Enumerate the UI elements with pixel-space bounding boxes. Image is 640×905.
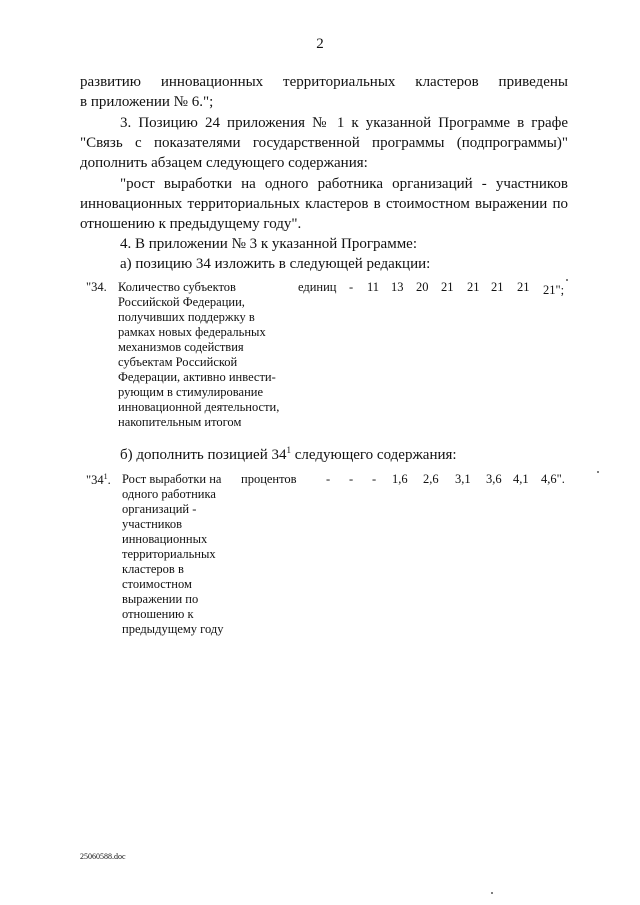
row-34-1-value: - <box>372 472 377 486</box>
row-34-1-value: 4,6". <box>541 472 565 486</box>
desc-line: рующим в стимулирование <box>118 385 264 399</box>
paragraph-1-line-1 <box>80 72 568 92</box>
row-34-value: 11 <box>367 280 380 294</box>
scan-speck <box>597 471 599 473</box>
desc-line: инновационных <box>122 532 208 546</box>
desc-line: Российской Федерации, <box>118 295 245 309</box>
desc-line: кластеров в <box>122 562 184 576</box>
row-34-value: 13 <box>391 280 404 294</box>
row-34-value: 21"; <box>543 283 565 297</box>
quote-line-1: "рост выработки на одного работника организаций - участников <box>120 176 568 192</box>
desc-line: получивших поддержку в <box>118 310 255 324</box>
row-34-description <box>118 280 293 430</box>
row-34-value: 21 <box>491 280 504 294</box>
scan-speck <box>566 279 568 281</box>
row-34-1-value: - <box>326 472 331 486</box>
word: приведены <box>498 74 568 90</box>
desc-line: предыдущему году <box>122 622 224 636</box>
row-34-1-unit: процентов <box>241 472 297 486</box>
row-34-value: 21 <box>441 280 454 294</box>
desc-line: одного работника <box>122 487 216 501</box>
paragraph-2-line-3: дополнить абзацем следующего содержания: <box>80 155 368 171</box>
desc-line: накопительным итогом <box>118 415 242 429</box>
file-name: 25060588.doc <box>80 852 126 861</box>
row-34-value: 21 <box>517 280 530 294</box>
paragraph-1-line-2: в приложении № 6."; <box>80 94 214 110</box>
desc-line: отношению к <box>122 607 194 621</box>
row-34-mark: "34. <box>86 280 107 294</box>
paragraph-2-line-2: "Связь с показателями государственной программы (подпрограммы)" <box>80 135 568 151</box>
paragraph-a: а) позицию 34 изложить в следующей редакции: <box>120 256 431 272</box>
desc-line: участников <box>122 517 183 531</box>
desc-line: организаций - <box>122 502 197 516</box>
quote-line-3: отношению к предыдущему году". <box>80 216 302 232</box>
row-34-1-value: 4,1 <box>513 472 529 486</box>
desc-line: Рост выработки на <box>122 472 222 486</box>
quote-line-2: инновационных территориальных кластеров в стоимостном выражении по <box>80 196 568 212</box>
row-34-1-value: - <box>349 472 354 486</box>
desc-line: территориальных <box>122 547 216 561</box>
desc-line: Количество субъектов <box>118 280 236 294</box>
row-34-1-mark: "$34^1$. <box>86 472 111 488</box>
row-34-unit: единиц <box>298 280 337 294</box>
desc-line: Федерации, активно инвести- <box>118 370 276 384</box>
desc-line: субъектам Российской <box>118 355 238 369</box>
row-34-value: 21 <box>467 280 480 294</box>
word: развитию <box>80 74 141 90</box>
desc-line: выражении по <box>122 592 199 606</box>
row-34-value: 20 <box>416 280 429 294</box>
desc-line: инновационной деятельности, <box>118 400 280 414</box>
word: территориальных <box>283 74 396 90</box>
row-34-1-value: 3,6 <box>486 472 502 486</box>
row-34-1-value: 3,1 <box>455 472 471 486</box>
row-34-value: - <box>349 280 354 294</box>
word: кластеров <box>415 74 479 90</box>
page-number: 2 <box>316 36 324 52</box>
paragraph-2-line-1: 3. Позицию 24 приложения № 1 к указанной Программе в графе <box>120 115 568 131</box>
desc-line: стоимостном <box>122 577 192 591</box>
row-34-1-description <box>122 472 240 637</box>
scan-speck <box>491 892 493 894</box>
paragraph-b: б) дополнить позицией $34^1$ следующего содержания: <box>120 445 457 463</box>
desc-line: механизмов содействия <box>118 340 244 354</box>
row-34-1-value: 1,6 <box>392 472 408 486</box>
desc-line: рамках новых федеральных <box>118 325 266 339</box>
paragraph-4: 4. В приложении № 3 к указанной Программе: <box>120 236 418 252</box>
word: инновационных <box>160 74 264 90</box>
row-34-1-value: 2,6 <box>423 472 439 486</box>
